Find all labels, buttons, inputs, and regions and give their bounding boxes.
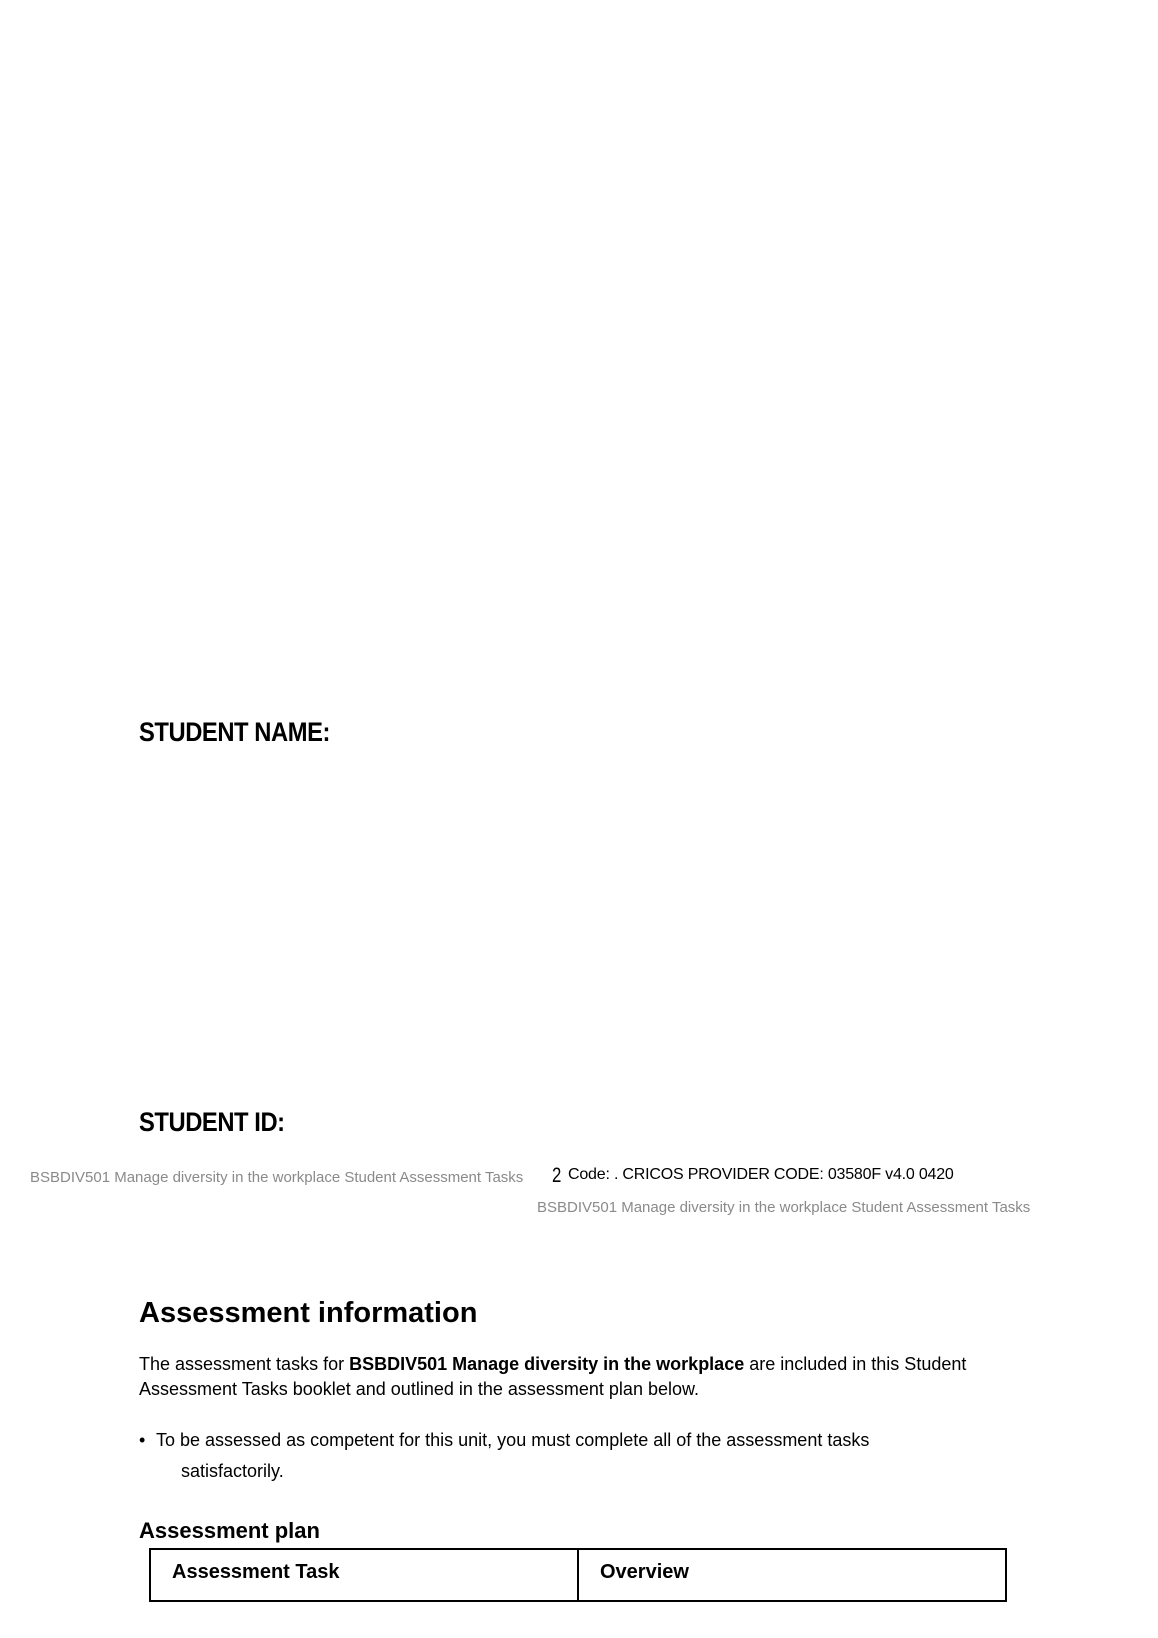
assessment-plan-title: Assessment plan xyxy=(139,1518,320,1543)
intro-text-end: are included in this Student Assessment Tasks booklet and outlined in the assessment plan below. xyxy=(139,1354,967,1399)
intro-paragraph xyxy=(139,1352,1019,1402)
header-document-title: BSBDIV501 Manage diversity in the workplace Student Assessment Tasks xyxy=(537,1199,1031,1216)
footer-provider-code: Code: . CRICOS PROVIDER CODE: 03580F v4.0 0420 xyxy=(568,1166,954,1183)
table-header-assessment-task: Assessment Task xyxy=(172,1561,340,1583)
bullet-text-line2: satisfactorily. xyxy=(181,1461,284,1481)
section-title: Assessment information xyxy=(139,1297,478,1329)
student-id-label: STUDENT ID: xyxy=(139,1107,285,1137)
competency-bullet xyxy=(139,1425,939,1487)
intro-text-start: The assessment tasks for xyxy=(139,1354,350,1374)
unit-name: BSBDIV501 Manage diversity in the workplace xyxy=(349,1354,745,1374)
footer-document-title: BSBDIV501 Manage diversity in the workplace Student Assessment Tasks xyxy=(30,1169,524,1186)
footer-page-number: 2 xyxy=(552,1164,562,1187)
table-header-overview: Overview xyxy=(577,1550,1005,1600)
assessment-plan-table xyxy=(149,1548,1007,1602)
bullet-marker: • xyxy=(139,1430,146,1450)
student-name-label: STUDENT NAME: xyxy=(139,717,330,747)
bullet-text-line1: To be assessed as competent for this unit, you must complete all of the assessment tasks xyxy=(156,1430,870,1450)
